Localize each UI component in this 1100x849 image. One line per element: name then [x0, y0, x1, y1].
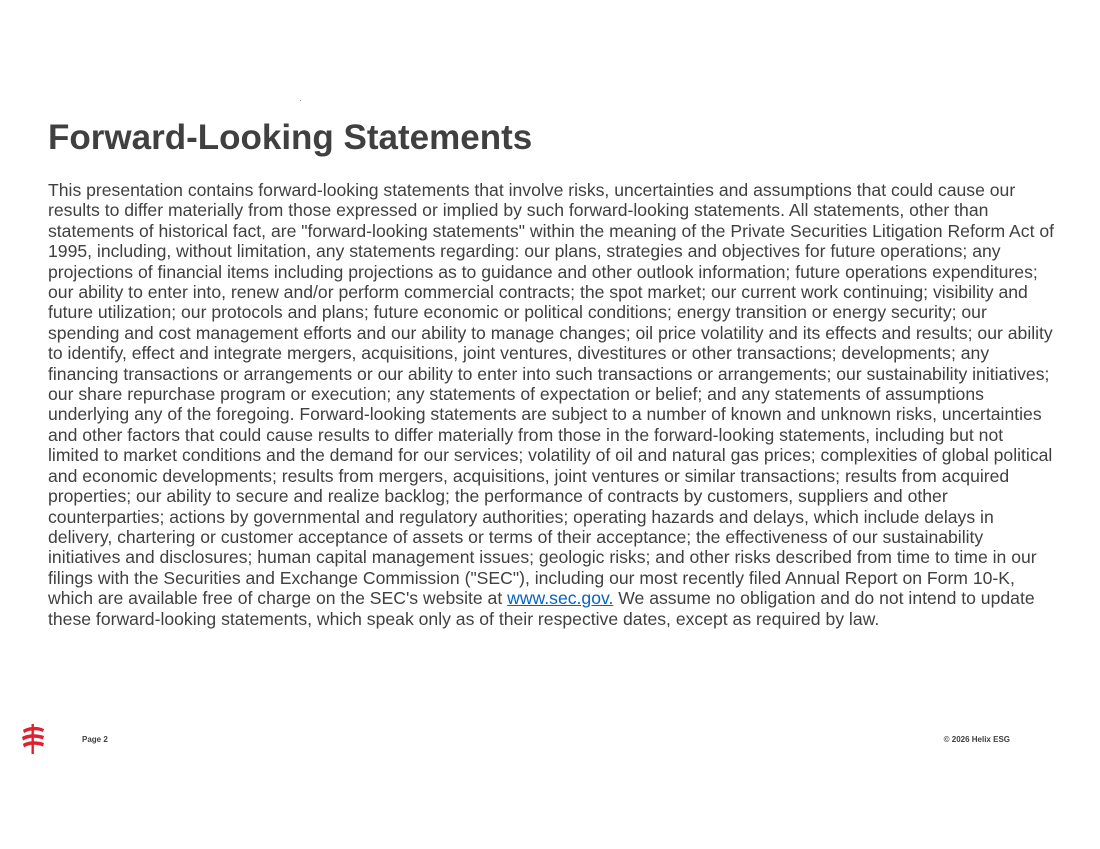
copyright-notice: © 2026 Helix ESG: [943, 735, 1010, 744]
page-title: Forward-Looking Statements: [48, 118, 533, 157]
helix-logo-icon: [20, 724, 46, 754]
stray-dot: [300, 100, 301, 101]
disclaimer-paragraph: [48, 180, 1058, 629]
disclaimer-text-part-2: We assume no obligation and do not intend to update these forward-looking statements, which speak only as of their respective dates, except as required by law.: [48, 588, 1035, 629]
sec-website-link[interactable]: www.sec.gov.: [507, 588, 614, 609]
page-number: Page 2: [82, 735, 108, 744]
disclaimer-text-part-1: This presentation contains forward-looking statements that involve risks, uncertainties and assumptions that could cause our results to differ materially from those expressed or implied by such forward-looking statements. All statements, other than statements of historical fact, are "forward-looking statements" within the meaning of the Private Securities Litigation Reform Act of 1995, including, without limitation, any statements regarding: our plans, strategies and objectives for future operations; any projections of financial items including projections as to guidance and other outlook information; future operations expenditures; our ability to enter into, renew and/or perform commercial contracts; the spot market; our current work continuing; visibility and future utilization; our protocols and plans; future economic or political conditions; energy transition or energy security; our spending and cost management efforts and our ability to manage changes; oil price volatility and its effects and results; our ability to identify, effect and integrate mergers, acquisitions, joint ventures, divestitures or other transactions; developments; any financing transactions or arrangements or our ability to enter into such transactions or arrangements; our sustainability initiatives; our share repurchase program or execution; any statements of expectation or belief; and any statements of assumptions underlying any of the foregoing. Forward-looking statements are subject to a number of known and unknown risks, uncertainties and other factors that could cause results to differ materially from those in the forward-looking statements, including but not limited to market conditions and the demand for our services; volatility of oil and natural gas prices; complexities of global political and economic developments; results from mergers, acquisitions, joint ventures or similar transactions; results from acquired properties; our ability to secure and realize backlog; the performance of contracts by customers, suppliers and other counterparties; actions by governmental and regulatory authorities; operating hazards and delays, which include delays in delivery, chartering or customer acceptance of assets or terms of their acceptance; the effectiveness of our sustainability initiatives and disclosures; human capital management issues; geologic risks; and other risks described from time to time in our filings with the Securities and Exchange Commission ("SEC"), including our most recently filed Annual Report on Form 10-K, which are available free of charge on the SEC's website at: [48, 180, 1055, 609]
